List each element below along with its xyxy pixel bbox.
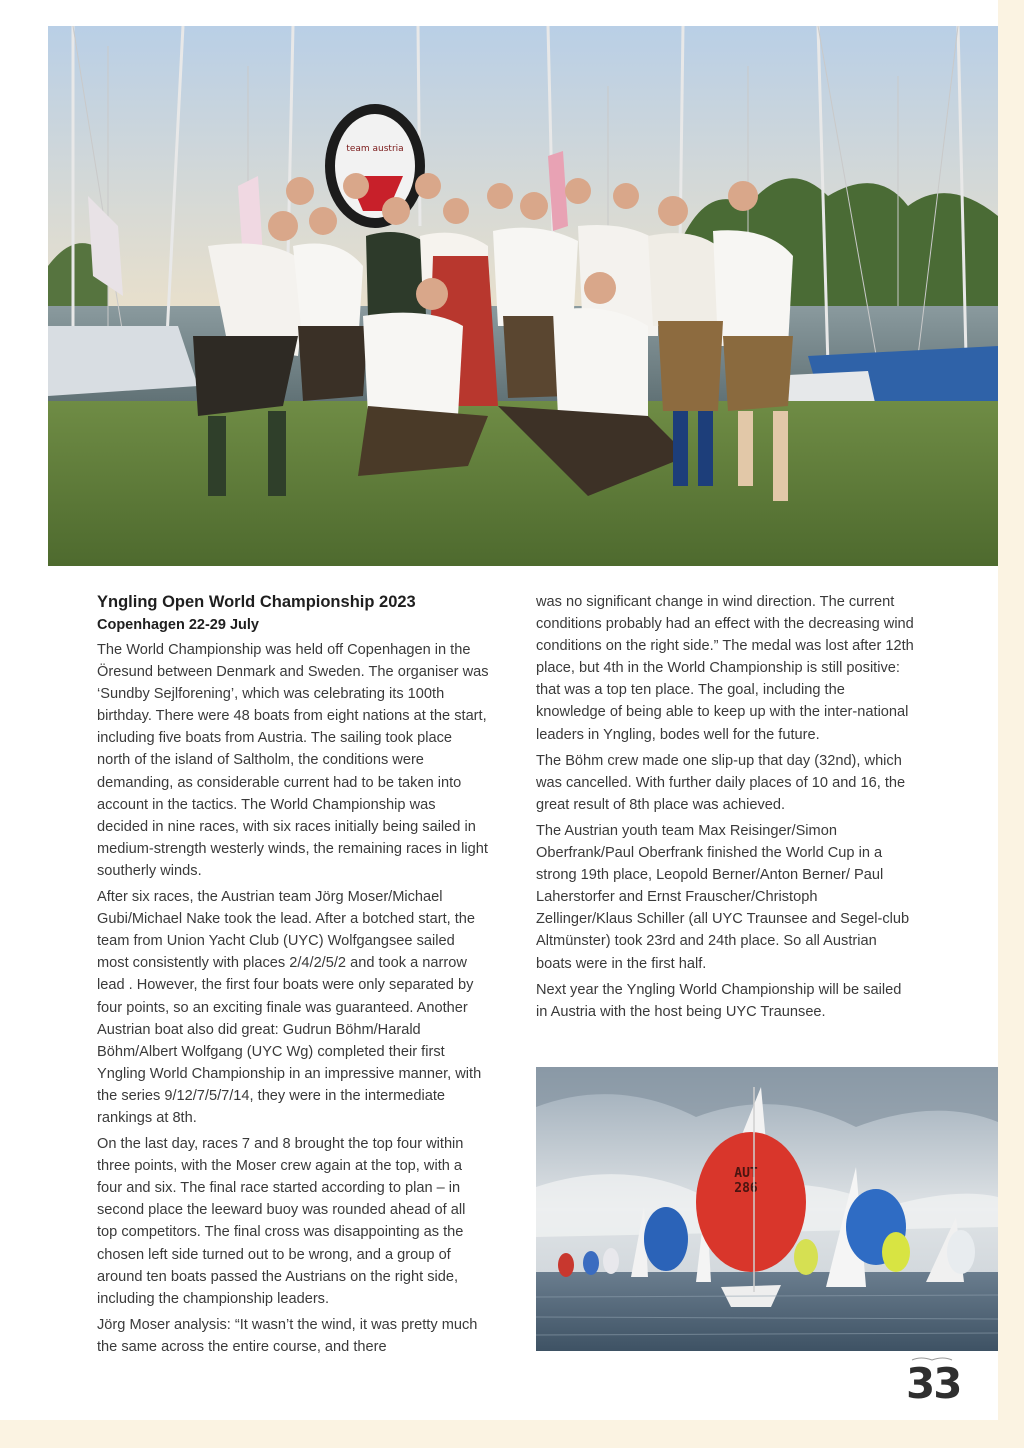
team-group-photo xyxy=(48,26,998,566)
article-paragraph: After six races, the Austrian team Jörg Moser/Michael Gubi/Michael Nake took the lead. After a botched start, the team from Union Yacht Club (UYC) Wolfgangsee sailed most consistently with places 2/4/2/5/2 and took a narrow lead . However, the first four boats were only separated by four points, so an exciting finale was guaranteed. Another Austrian boat also did great: Gudrun Böhm/Harald Böhm/Albert Wolfgang (UYC Wg) completed their first Yngling World Championship in an impressive manner, with the series 9/12/7/5/7/14, they were in the intermediate rankings at 8th. xyxy=(97,889,482,1126)
regatta-photo-illustration xyxy=(536,1067,998,1351)
article-paragraph: On the last day, races 7 and 8 brought the top four within three points, with the Moser crew again at the top, with a four and six. The final race started according to plan – in second place the leeward buoy was rounded ahead of all top competitors. The final cross was disappointing as the chosen left side turned out to be wrong, and a group of around ten boats passed the Austrians on the right side, including the championship leaders. xyxy=(97,1136,466,1307)
article-paragraph: The Austrian youth team Max Reisinger/Simon Oberfrank/Paul Oberfrank finished the World Cup in a strong 19th place, Leopold Berner/Anton Berner/ Paul Laherstorfer and Ernst Frauscher/Christoph Zellinger/Klaus Schiller (all UYC Traunsee and Segel-club Altmünster) took 23rd and 24th place. So all Austrian boats were in the first half. xyxy=(536,822,910,972)
sail-number-country: AUT xyxy=(734,1166,758,1181)
article-paragraph: Jörg Moser analysis: “It wasn’t the wind, it was pretty much the same across the entire course, and there xyxy=(97,1316,478,1355)
article-paragraph: was no significant change in wind direction. The current conditions probably had an effect with the decreasing wind conditions on the right side.” The medal was lost after 12th place, but 4th in the World Championship is still positive: that was a top ten place. The goal, including the knowledge of being able to keep up with the inter-national leaders in Yngling, bodes well for the future. xyxy=(536,594,914,743)
article-column-left xyxy=(97,590,489,1362)
team-group-photo-illustration xyxy=(48,26,998,566)
article-paragraph: The World Championship was held off Copenhagen in the Öresund between Denmark and Sweden. The organiser was ‘Sundby Sejlforening’, which was celebrating its 100th birthday. There were 48 boats from eight nations at the start, including five boats from Austria. The sailing took place north of the island of Saltholm, the conditions were demanding, as considerable current had to be taken into account in the tactics. The World Championship was decided in nine races, with six races initially being sailed in medium-strength westerly winds, the remaining races in light southerly winds. xyxy=(97,642,489,879)
article-subtitle: Copenhagen 22-29 July xyxy=(97,617,259,633)
article-paragraph: Next year the Yngling World Championship will be sailed in Austria with the host being UYC Traunsee. xyxy=(536,981,902,1020)
page-number: 33 xyxy=(906,1359,961,1408)
article-column-right xyxy=(536,591,916,1027)
article-paragraph: The Böhm crew made one slip-up that day (32nd), which was cancelled. With further daily places of 10 and 16, the great result of 8th place was achieved. xyxy=(536,752,906,813)
sail-number-digits: 286 xyxy=(734,1181,758,1196)
article-title: Yngling Open World Championship 2023 xyxy=(97,593,416,611)
banner-text: team austria xyxy=(346,144,404,154)
regatta-photo xyxy=(536,1067,998,1351)
